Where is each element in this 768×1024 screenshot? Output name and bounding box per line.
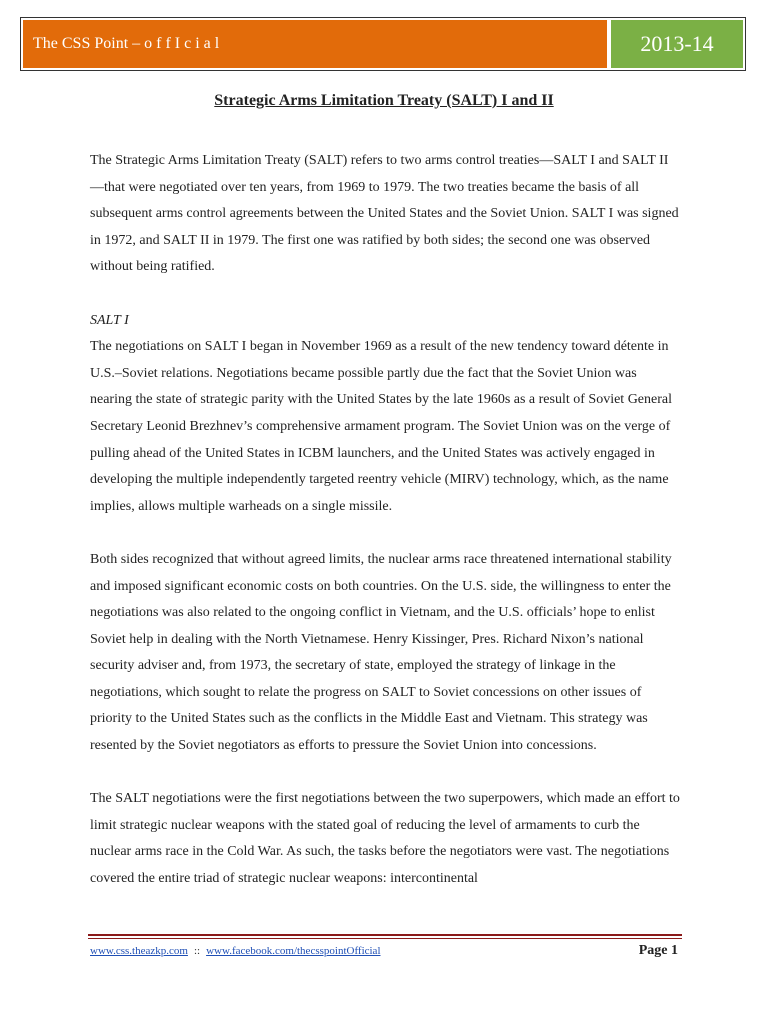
paragraph-3: The SALT negotiations were the first negotiations between the two superpowers, which made an effort to limit strategic nuclear weapons with the stated goal of reducing the level of armaments to curb the nuclear arms race in the Cold War. As such, the tasks before the negotiators were vast. The negotiations covered the entire triad of strategic nuclear weapons: intercontinental bbox=[90, 791, 680, 887]
footer-link-facebook[interactable]: www.facebook.com/thecsspointOfficial bbox=[206, 945, 381, 957]
paragraph-1: The negotiations on SALT I began in November 1969 as a result of the new tendency toward détente in U.S.–Soviet relations. Negotiations became possible partly due the fact that the Soviet Union was nearing the state of strategic parity with the United States by the late 1960s as a result of Soviet General Secretary Leonid Brezhnev’s comprehensive armament program. The Soviet Union was on the verge of pulling ahead of the United States in ICBM launchers, and the United States was actively engaged in developing the multiple independently targeted reentry vehicle (MIRV) technology, which, as the name implies, allows multiple warheads on a single missile. bbox=[90, 339, 672, 514]
header-site-name: The CSS Point – o f f I c i a l bbox=[23, 20, 607, 68]
page-footer bbox=[90, 943, 678, 959]
page-number: Page 1 bbox=[638, 943, 678, 958]
page-header bbox=[20, 17, 746, 71]
section-heading-salt-i: SALT I bbox=[90, 312, 129, 328]
paragraph-2: Both sides recognized that without agreed limits, the nuclear arms race threatened international stability and imposed significant economic costs on both countries. On the U.S. side, the willingness to enter the negotiations was also related to the ongoing conflict in Vietnam, and the U.S. officials’ hope to enlist Soviet help in dealing with the North Vietnamese. Henry Kissinger, Pres. Richard Nixon’s national security adviser and, from 1973, the secretary of state, employed the strategy of linkage in the negotiations, which sought to relate the progress on SALT to Soviet concessions on other issues of priority to the United States such as the conflicts in the Middle East and Vietnam. This strategy was resented by the Soviet negotiators as efforts to pressure the Soviet Union into concessions. bbox=[90, 551, 672, 754]
footer-links bbox=[90, 945, 381, 957]
intro-paragraph: The Strategic Arms Limitation Treaty (SALT) refers to two arms control treaties—SALT I and SALT II—that were negotiated over ten years, from 1969 to 1979. The two treaties became the basis of all subsequent arms control agreements between the United States and the Soviet Union. SALT I was signed in 1972, and SALT II in 1979. The first one was ratified by both sides; the second one was observed without being ratified. bbox=[90, 153, 679, 275]
footer-separator: :: bbox=[193, 945, 201, 957]
footer-divider bbox=[88, 934, 682, 939]
footer-link-website[interactable]: www.css.theazkp.com bbox=[90, 945, 188, 957]
document-title: Strategic Arms Limitation Treaty (SALT) I and II bbox=[214, 92, 554, 109]
header-year: 2013-14 bbox=[609, 20, 743, 68]
document-body bbox=[90, 148, 682, 893]
